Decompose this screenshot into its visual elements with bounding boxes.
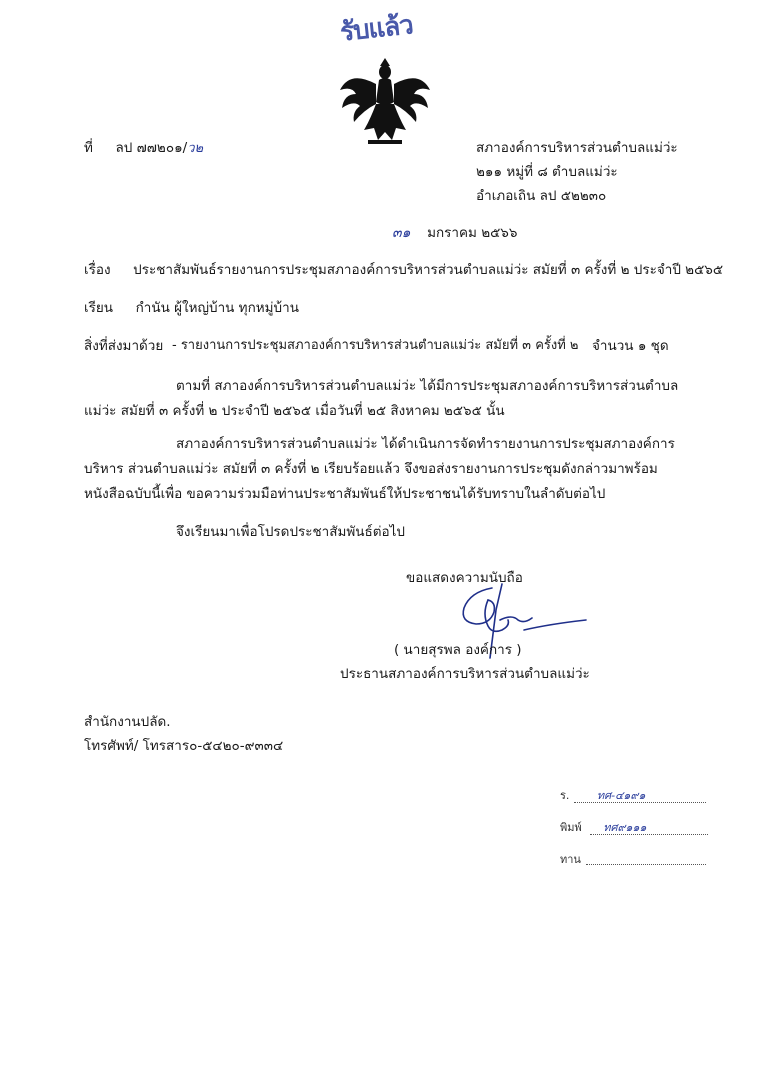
sender-line-1: สภาองค์การบริหารส่วนตำบลแม่ว่ะ xyxy=(476,140,678,156)
recipient-line xyxy=(84,298,299,318)
reference-line xyxy=(84,138,203,159)
received-stamp: รับแล้ว xyxy=(338,10,415,48)
date-day-handwritten: ๓๑ xyxy=(392,225,411,241)
memo-dots-3 xyxy=(586,864,706,865)
sender-address xyxy=(476,138,678,206)
enclosure-line xyxy=(84,336,163,356)
letter-date xyxy=(392,223,517,243)
enclosure-text: - รายงานการประชุมสภาองค์การบริหารส่วนตำบลแม่ว่ะ สมัยที่ ๓ ครั้งที่ ๒ xyxy=(172,338,579,353)
reference-label: ที่ xyxy=(84,140,93,156)
memo-dots-1 xyxy=(574,802,706,803)
enclosure-label: สิ่งที่ส่งมาด้วย xyxy=(84,338,164,354)
date-month-year: มกราคม ๒๕๖๖ xyxy=(427,225,518,241)
office-name: สำนักงานปลัด. xyxy=(84,714,171,730)
memo-line-2-label: พิมพ์ xyxy=(560,821,582,834)
closing-salutation: ขอแสดงความนับถือ xyxy=(406,570,523,586)
reference-number: ลป ๗๗๒๐๑/ xyxy=(115,140,188,156)
phone-fax: โทรศัพท์/ โทรสาร๐-๕๔๒๐-๙๓๓๔ xyxy=(84,738,284,754)
body-paragraph-1: ตามที่ สภาองค์การบริหารส่วนตำบลแม่ว่ะ ได้มีการประชุมสภาองค์การบริหารส่วนตำบลแม่ว่ะ สมัยที่ ๓ ครั้งที่ ๒ ประจำปี ๒๕๖๕ เมื่อวันที่ ๒๕ สิงหาคม ๒๕๖๕ นั้น xyxy=(84,378,679,419)
memo-dots-2 xyxy=(590,834,708,835)
body-paragraph-3: จึงเรียนมาเพื่อโปรดประชาสัมพันธ์ต่อไป xyxy=(176,524,405,540)
enclosure-count: จำนวน ๑ ชุด xyxy=(592,338,669,354)
recipient-text: กำนัน ผู้ใหญ่บ้าน ทุกหมู่บ้าน xyxy=(135,300,299,316)
subject-label: เรื่อง xyxy=(84,262,111,278)
memo-line-1-hand: ทศ-๔๑๙๑ xyxy=(596,789,646,802)
subject-text: ประชาสัมพันธ์รายงานการประชุมสภาองค์การบริหารส่วนตำบลแม่ว่ะ สมัยที่ ๓ ครั้งที่ ๒ ประจำปี ๒๕๖๕ xyxy=(133,262,724,278)
routing-memo xyxy=(560,780,720,870)
memo-line-3-label: ทาน xyxy=(560,853,581,866)
recipient-label: เรียน xyxy=(84,300,114,316)
reference-handwritten: ว๒ xyxy=(187,141,204,156)
sender-line-3: อำเภอเถิน ลป ๕๒๒๓๐ xyxy=(476,188,607,204)
sender-line-2: ๒๑๑ หมู่ที่ ๘ ตำบลแม่ว่ะ xyxy=(476,164,618,180)
subject-line xyxy=(84,260,723,280)
body-paragraph-2: สภาองค์การบริหารส่วนตำบลแม่ว่ะ ได้ดำเนินการจัดทำรายงานการประชุมสภาองค์การบริหาร ส่วนตำบลแม่ว่ะ สมัยที่ ๓ ครั้งที่ ๒ เรียบร้อยแล้ว จึงขอส่งรายงานการประชุมดังกล่าวมาพร้อมหนังสือฉบับนี้เพื่อ ขอความร่วมมือท่านประชาสัมพันธ์ให้ประชาชนได้รับทราบในลำดับต่อไป xyxy=(84,436,675,502)
memo-line-1-label: ร. xyxy=(560,789,570,802)
garuda-emblem-icon xyxy=(330,50,440,150)
signer-name: ( นายสุรพล องค์การ ) xyxy=(394,642,522,658)
memo-line-3 xyxy=(560,850,581,868)
signer-title: ประธานสภาองค์การบริหารส่วนตำบลแม่ว่ะ xyxy=(340,666,590,682)
memo-line-2-hand: ทศ๙๑๑๑ xyxy=(603,821,647,834)
